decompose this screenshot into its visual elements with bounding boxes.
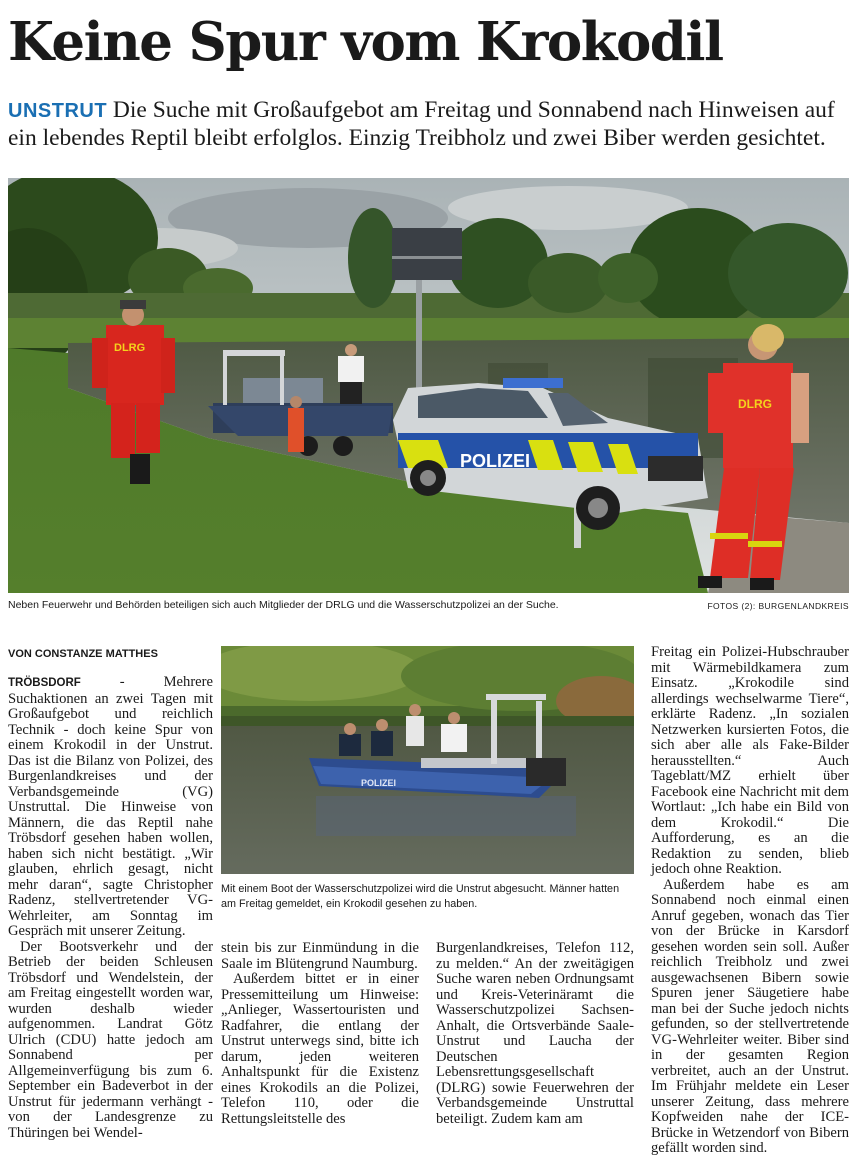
article-column-1 (8, 675, 213, 1141)
boat-photo (221, 646, 634, 874)
boat-photo-caption: Mit einem Boot der Wasserschutzpolizei wird die Unstrut abgesucht. Männer hatten am Freitag gemeldet, ein Krokodil gesehen zu haben. (221, 883, 620, 910)
police-car-lettering: POLIZEI (460, 451, 531, 471)
article-paragraph: Freitag ein Polizei-Hubschrauber mit Wärmebildkamera zum Einsatz. „Krokodile sind allerdings wechselwarme Tiere“, erklärte Radenz. „In sozialen Netzwerken kursierten Fotos, die sich aber alle als Fake-Bilder herausstellten.“ Auch Tageblatt/MZ erhielt über Facebook eine Nachricht mit dem Wortlaut: „Ich habe ein Bild von dem Krokodil.“ Die Aufforderung, es an die Redaktion zu senden, blieb jedoch ohne Reaktion. (651, 644, 849, 877)
deck (8, 97, 850, 152)
article-column-2 (221, 941, 419, 1127)
main-photo-caption: Neben Feuerwehr und Behörden beteiligen sich auch Mitglieder der DRLG und die Wasserschutzpolizei an der Suche. (8, 599, 559, 611)
article-paragraph: Außerdem bittet er in einer Pressemitteilung um Hinweise: „Anlieger, Wassertouristen und Radfahrer, die entlang der Unstrut unterwegs sind, bitte ich darum, jeden weiteren Anhaltspunkt für die Existenz eines Krokodils an die Polizei, Telefon 110, oder die Rettungsleitstelle des (221, 971, 419, 1127)
article-paragraph (8, 675, 213, 940)
article-text: - Mehrere Suchaktionen an zwei Tagen mit Großaufgebot und reichlich Technik - doch keine Spur von einem Krokodil in der Unstrut. Das ist die Bilanz von Polizei, des Burgenlandkreises und der Verbandsgemeinde (VG) Unstruttal. Die Hinweise von Männern, die das Reptil nahe Tröbsdorf gesehen haben wollen, haben sich nicht bestätigt. „Wir glauben, ehrlich gesagt, nicht mehr daran“, sagte Christopher Radenz, stellvertretender VG-Wehrleiter, am Sonntag im Gespräch mit unserer Zeitung. (8, 674, 213, 939)
boat-lettering: POLIZEI (361, 778, 397, 788)
article-paragraph: stein bis zur Einmündung in die Saale im Blütengrund Naumburg. (221, 940, 419, 972)
shirt-lettering-left: DLRG (114, 342, 146, 354)
dateline: TRÖBSDORF (8, 677, 81, 689)
main-photo (8, 178, 849, 593)
article-paragraph: Außerdem habe es am Sonnabend noch einmal einen Anruf gegeben, wonach das Tier von der Brücke in Karsdorf gesehen worden sein soll. Außer reichlich Treibholz und zwei ausgewachsenen Bibern sowie Spuren jener Säugetiere habe man bei der Suche jedoch nichts gefunden, so der stellvertretende VG-Wehrleiter weiter. Biber sind in der gesamten Region verbreitet, auch an der Unstrut. Im Frühjahr meldete ein Leser unserer Zeitung, dass mehrere Kopfweiden nahe der ICE-Brücke in Wetzendorf von Bibern gefällt worden sind. (651, 876, 849, 1156)
byline: VON CONSTANZE MATTHES (8, 648, 158, 660)
deck-kicker: UNSTRUT (8, 100, 108, 122)
photo-credit: FOTOS (2): BURGENLANDKREIS (707, 601, 849, 611)
shirt-lettering-right: DLRG (738, 397, 772, 411)
article-paragraph: Burgenlandkreises, Telefon 112, zu melden.“ An der zweitägigen Suche waren neben Ordnungsamt und Kreis-Veterinäramt die Wasserschutzpolizei Sachsen-Anhalt, die Ortsverbände Saale-Unstrut und Laucha der Deutschen Lebensrettungsgesellschaft (DLRG) sowie Feuerwehren der Verbandsgemeinde Unstruttal beteiligt. Zudem kam am (436, 940, 634, 1127)
article-paragraph: Der Bootsverkehr und der Betrieb der beiden Schleusen Tröbsdorf und Wendelstein, der am Freitag eingestellt worden war, wurden deshalb wieder aufgenommen. Landrat Götz Ulrich (CDU) hatte jedoch am Sonnabend per Allgemeinverfügung bis zum 6. September ein Badeverbot in der Unstrut für jedermann verhängt - von der Landesgrenze zu Thüringen bei Wendel- (8, 938, 213, 1141)
headline: Keine Spur vom Krokodil (8, 11, 723, 73)
article-column-3 (436, 941, 634, 1127)
article-column-4 (651, 645, 849, 1157)
deck-text: Die Suche mit Großaufgebot am Freitag und Sonnabend nach Hinweisen auf ein lebendes Reptil bleibt erfolglos. Einzig Treibholz und zwei Biber werden gesichtet. (8, 97, 835, 151)
